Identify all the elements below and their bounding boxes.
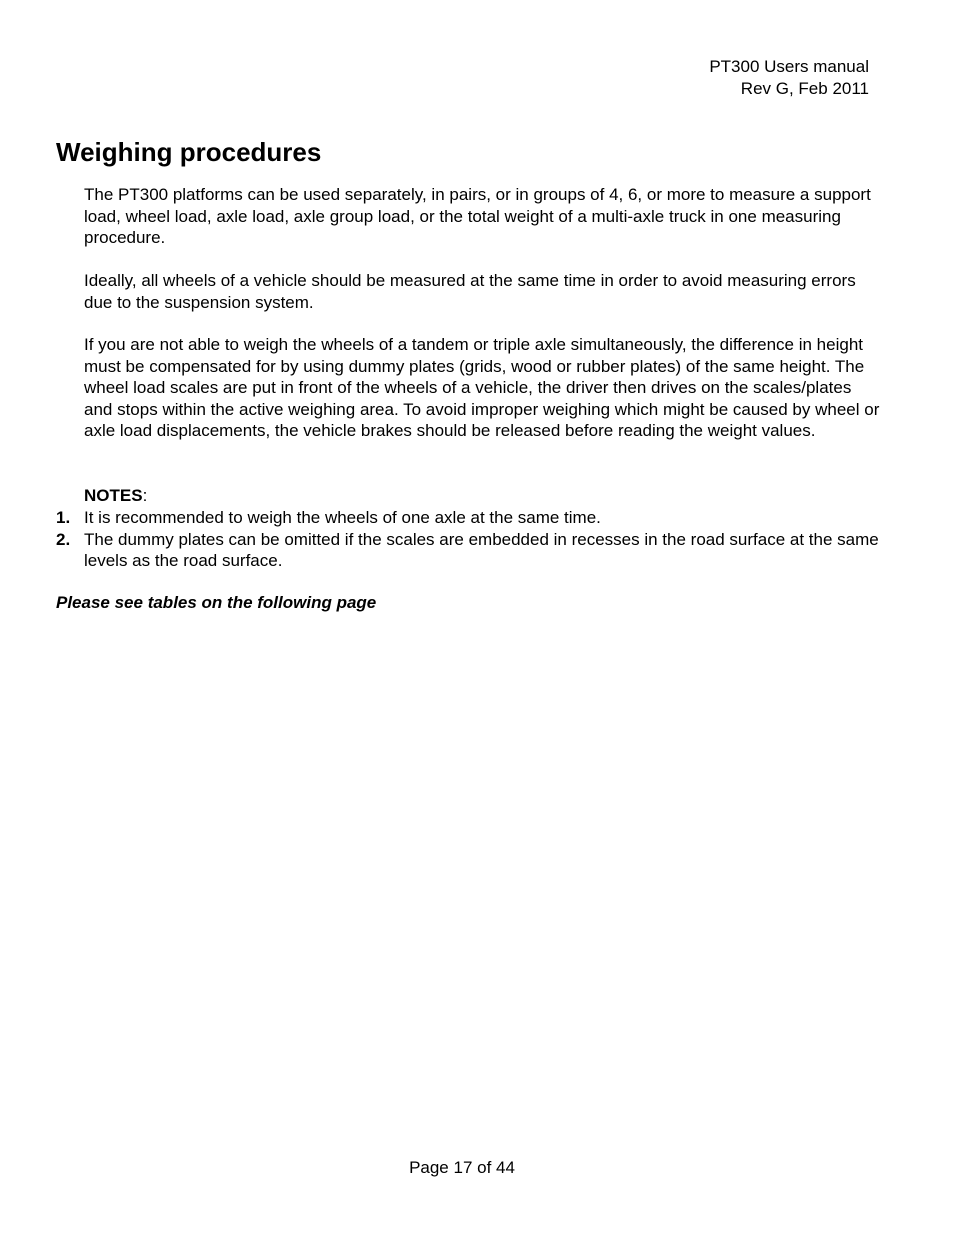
notes-heading-colon: : [142, 486, 148, 505]
note-item [56, 507, 884, 529]
note-item [56, 529, 884, 572]
page-title: Weighing procedures [56, 137, 322, 167]
paragraph-dummy-plates: If you are not able to weigh the wheels of a tandem or triple axle simultaneously, the difference in height must be compensated for by using dummy plates (grids, wood or rubber plates) of the same height. The wheel load scales are put in front of the wheels of a vehicle, the driver then drives on the scales/plates and stops within the active weighing area. To avoid improper weighing which might be caused by wheel or axle load displacements, the vehicle brakes should be released before reading the weight values. [84, 335, 880, 440]
note-number: 1. [56, 508, 71, 527]
note-text: The dummy plates can be omitted if the scales are embedded in recesses in the road surface at the same levels as the road surface. [84, 529, 879, 570]
page-number-footer: Page 17 of 44 [409, 1158, 515, 1177]
paragraph-intro: The PT300 platforms can be used separately, in pairs, or in groups of 4, 6, or more to measure a support load, wheel load, axle load, axle group load, or the total weight of a multi-axle truck in one measuring procedure. [84, 185, 871, 247]
header-revision: Rev G, Feb 2011 [740, 79, 869, 98]
header-document-title: PT300 Users manual [709, 57, 869, 76]
notes-heading [84, 485, 147, 507]
page-header [709, 56, 869, 100]
note-number: 2. [56, 529, 71, 549]
notes-list [56, 507, 884, 572]
note-text: It is recommended to weigh the wheels of one axle at the same time. [84, 508, 601, 527]
notes-heading-label: NOTES [84, 486, 143, 505]
paragraph-ideal-measurement: Ideally, all wheels of a vehicle should be measured at the same time in order to avoid measuring errors due to the suspension system. [84, 271, 856, 312]
see-tables-note: Please see tables on the following page [56, 593, 377, 612]
